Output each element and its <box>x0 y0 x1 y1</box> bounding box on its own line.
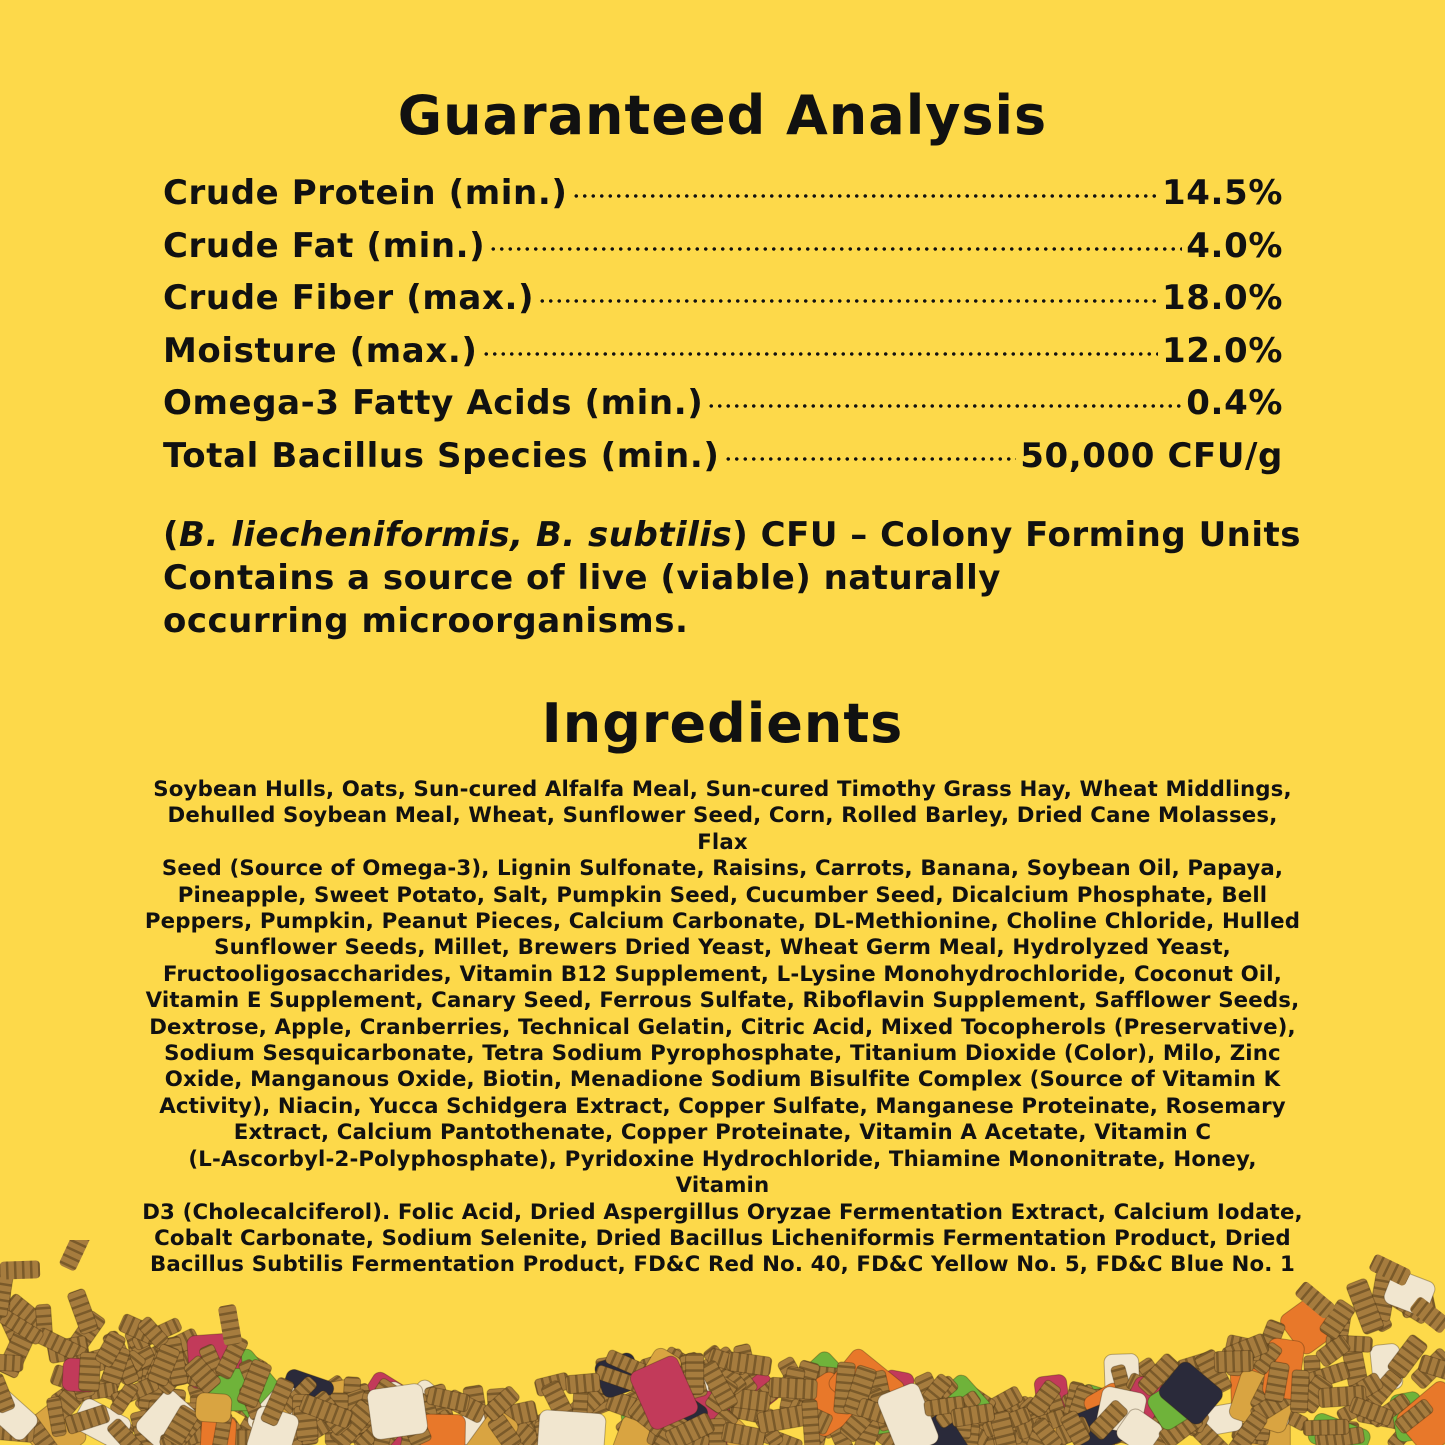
ingredients-line: Activity), Niacin, Yucca Schidgera Extract, Copper Sulfate, Manganese Proteinate, Rosemary <box>159 1093 1286 1119</box>
note-line-1 <box>163 514 1303 557</box>
analysis-label: Omega-3 Fatty Acids (min.) <box>163 383 704 423</box>
ingredients-line: Sunflower Seeds, Millet, Brewers Dried Yeast, Wheat Germ Meal, Hydrolyzed Yeast, <box>214 935 1231 961</box>
analysis-value: 14.5% <box>1162 173 1283 213</box>
analysis-value: 4.0% <box>1186 225 1283 266</box>
ingredients-line: Pineapple, Sweet Potato, Salt, Pumpkin Seed, Cucumber Seed, Dicalcium Phosphate, Bell <box>177 882 1268 908</box>
ingredients-line: Oxide, Manganous Oxide, Biotin, Menadione Sodium Bisulfite Complex (Source of Vitamin K <box>164 1067 1281 1093</box>
analysis-label: Total Bacillus Species (min.) <box>163 435 720 476</box>
ingredients-line: Dehulled Soybean Meal, Wheat, Sunflower Seed, Corn, Rolled Barley, Dried Cane Molasses, Flax <box>167 803 1278 855</box>
ingredients-line: (L-Ascorbyl-2-Polyphosphate), Pyridoxine Hydrochloride, Thiamine Mononitrate, Honey, Vitamin <box>188 1146 1257 1199</box>
dot-leader <box>538 275 1158 309</box>
analysis-row <box>163 433 1283 486</box>
ingredients-line: Soybean Hulls, Oats, Sun-cured Alfalfa Meal, Sun-cured Timothy Grass Hay, Wheat Middlings, <box>153 777 1292 802</box>
dot-leader <box>572 170 1159 204</box>
analysis-row <box>163 328 1283 381</box>
ingredients-line: Bacillus Subtilis Fermentation Product, FD&C Red No. 40, FD&C Yellow No. 5, FD&C Blue No. 1 <box>149 1252 1296 1278</box>
food-pellet <box>58 1240 91 1272</box>
ingredients-line: Vitamin E Supplement, Canary Seed, Ferrous Sulfate, Riboflavin Supplement, Safflower Seeds, <box>145 988 1300 1014</box>
analysis-row <box>163 223 1283 276</box>
ingredients-title: Ingredients <box>541 692 904 755</box>
food-pellet <box>0 1260 40 1279</box>
guaranteed-analysis-table <box>163 170 1283 485</box>
dot-leader <box>482 328 1159 362</box>
food-pellets-image <box>0 1240 1445 1445</box>
food-pellet <box>0 1372 16 1413</box>
analysis-label: Crude Fat (min.) <box>163 225 486 266</box>
note-line-2: Contains a source of live (viable) naturally <box>163 558 1001 598</box>
analysis-row <box>163 380 1283 433</box>
analysis-label: Crude Protein (min.) <box>163 173 568 213</box>
ingredients-line: Seed (Source of Omega-3), Lignin Sulfonate, Raisins, Carrots, Banana, Soybean Oil, Papaya, <box>161 856 1284 882</box>
analysis-row <box>163 275 1283 328</box>
food-pellet <box>1303 1419 1349 1436</box>
note-paren: ( <box>163 515 180 555</box>
veggie-crisp <box>536 1409 606 1445</box>
analysis-value: 50,000 CFU/g <box>1020 435 1283 476</box>
ingredients-line: Sodium Sesquicarbonate, Tetra Sodium Pyrophosphate, Titanium Dioxide (Color), Milo, Zinc <box>164 1041 1281 1067</box>
analysis-value: 0.4% <box>1186 383 1283 423</box>
dot-leader <box>724 433 1017 467</box>
food-pellet <box>1214 1350 1253 1372</box>
veggie-crisp <box>366 1383 428 1441</box>
cfu-definition: ) CFU – Colony Forming Units <box>732 515 1302 555</box>
analysis-label: Moisture (max.) <box>163 330 478 371</box>
ingredients-line: Peppers, Pumpkin, Peanut Pieces, Calcium Carbonate, DL-Methionine, Choline Chloride, Hulled <box>144 909 1301 935</box>
ingredients-line: D3 (Cholecalciferol). Folic Acid, Dried Aspergillus Oryzae Fermentation Extract, Calcium Iodate, <box>142 1199 1303 1225</box>
food-pellet <box>0 1354 24 1372</box>
guaranteed-analysis-title: Guaranteed Analysis <box>397 84 1048 147</box>
ingredients-list <box>140 777 1305 1279</box>
note-line-3: occurring microorganisms. <box>163 601 689 641</box>
dot-leader <box>707 380 1182 414</box>
dot-leader <box>489 223 1182 257</box>
food-pellet <box>1290 1370 1309 1413</box>
analysis-value: 12.0% <box>1162 330 1283 371</box>
ingredients-line: Fructooligosaccharides, Vitamin B12 Supplement, L-Lysine Monohydrochloride, Coconut Oil, <box>162 961 1282 987</box>
ingredients-line: Extract, Calcium Pantothenate, Copper Proteinate, Vitamin A Acetate, Vitamin C <box>233 1120 1212 1146</box>
food-pellet <box>802 1399 821 1445</box>
bacillus-species: B. liecheniformis, B. subtilis <box>179 515 733 555</box>
analysis-row <box>163 170 1283 223</box>
food-pellet <box>769 1377 818 1399</box>
ingredients-line: Cobalt Carbonate, Sodium Selenite, Dried Bacillus Licheniformis Fermentation Product, Dried <box>154 1225 1291 1251</box>
analysis-label: Crude Fiber (max.) <box>163 278 535 318</box>
veggie-crisp <box>195 1392 232 1423</box>
ingredients-line: Dextrose, Apple, Cranberries, Technical Gelatin, Citric Acid, Mixed Tocopherols (Preservative), <box>149 1014 1296 1040</box>
food-pellet <box>565 1373 601 1394</box>
analysis-value: 18.0% <box>1162 278 1283 318</box>
bacillus-note <box>163 514 1303 643</box>
